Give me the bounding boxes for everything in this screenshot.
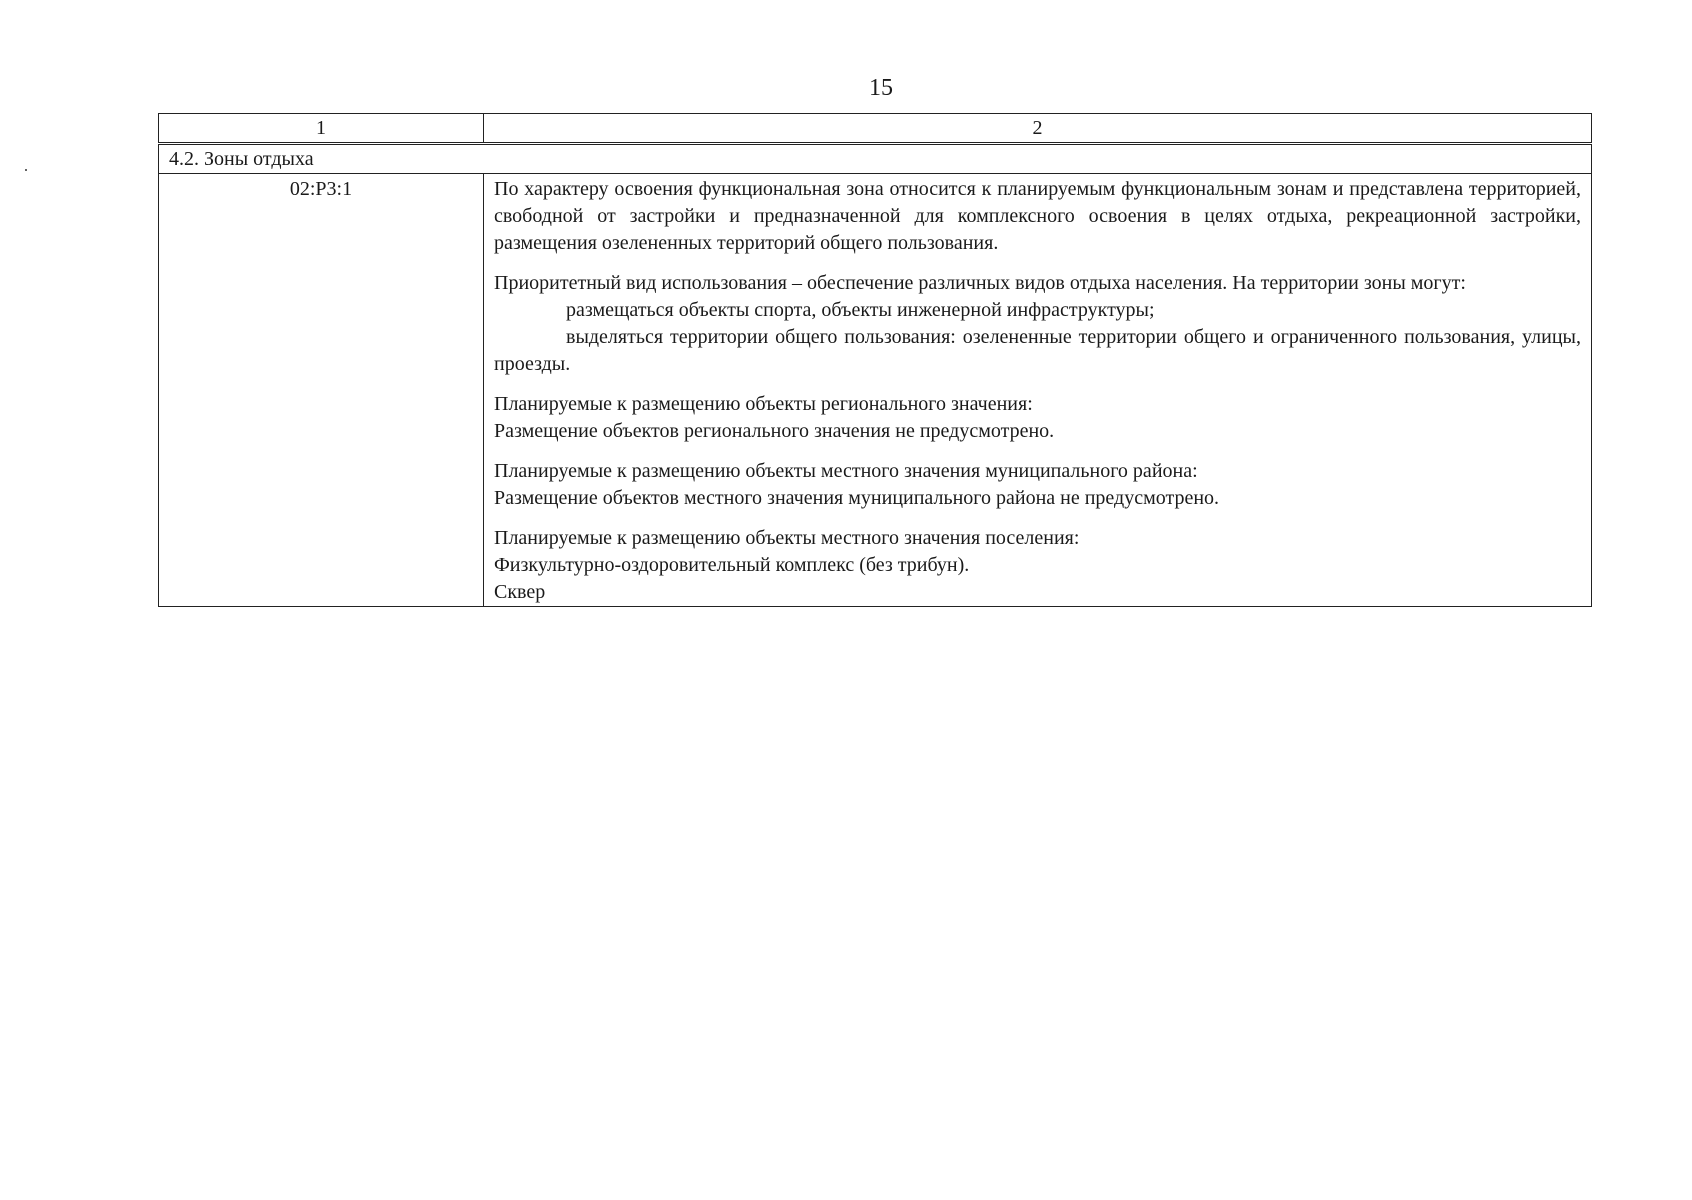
zone-description bbox=[484, 174, 1592, 607]
regional-objects-body: Размещение объектов регионального значения не предусмотрено. bbox=[494, 420, 1055, 442]
column-header-2: 2 bbox=[484, 114, 1592, 144]
settlement-objects-heading: Планируемые к размещению объекты местного значения поселения: bbox=[494, 527, 1080, 549]
settlement-objects-paragraph bbox=[494, 525, 1581, 606]
development-paragraph: По характеру освоения функциональная зона относится к планируемым функциональным зонам и представлена территорией, свободной от застройки и предназначенной для комплексного освоения в целях отдыха, рекреационной застройки, размещения озелененных территорий общего пользования. bbox=[494, 178, 1581, 254]
settlement-object-item: Сквер bbox=[494, 581, 546, 603]
district-objects-heading: Планируемые к размещению объекты местного значения муниципального района: bbox=[494, 460, 1198, 482]
priority-use-intro: Приоритетный вид использования – обеспечение различных видов отдыха населения. На территории зоны могут: bbox=[494, 272, 1466, 294]
priority-use-paragraph bbox=[494, 270, 1581, 378]
functional-zones-table bbox=[158, 113, 1592, 607]
scan-speck bbox=[25, 169, 27, 171]
table-row bbox=[159, 174, 1592, 607]
section-row bbox=[159, 144, 1592, 174]
district-objects-body: Размещение объектов местного значения муниципального района не предусмотрено. bbox=[494, 487, 1220, 509]
district-objects-paragraph bbox=[494, 458, 1581, 512]
priority-use-item: выделяться территории общего пользования: озелененные территории общего и ограниченного пользования, улицы, проезды. bbox=[494, 326, 1581, 375]
page-number: 15 bbox=[869, 75, 893, 101]
zone-code: 02:Р3:1 bbox=[159, 174, 484, 607]
section-title: 4.2. Зоны отдыха bbox=[159, 144, 1592, 174]
priority-use-item: размещаться объекты спорта, объекты инженерной инфраструктуры; bbox=[566, 299, 1155, 321]
column-header-1: 1 bbox=[159, 114, 484, 144]
table-header-row bbox=[159, 114, 1592, 144]
regional-objects-paragraph bbox=[494, 391, 1581, 445]
settlement-object-item: Физкультурно-оздоровительный комплекс (без трибун). bbox=[494, 554, 970, 576]
regional-objects-heading: Планируемые к размещению объекты регионального значения: bbox=[494, 393, 1033, 415]
